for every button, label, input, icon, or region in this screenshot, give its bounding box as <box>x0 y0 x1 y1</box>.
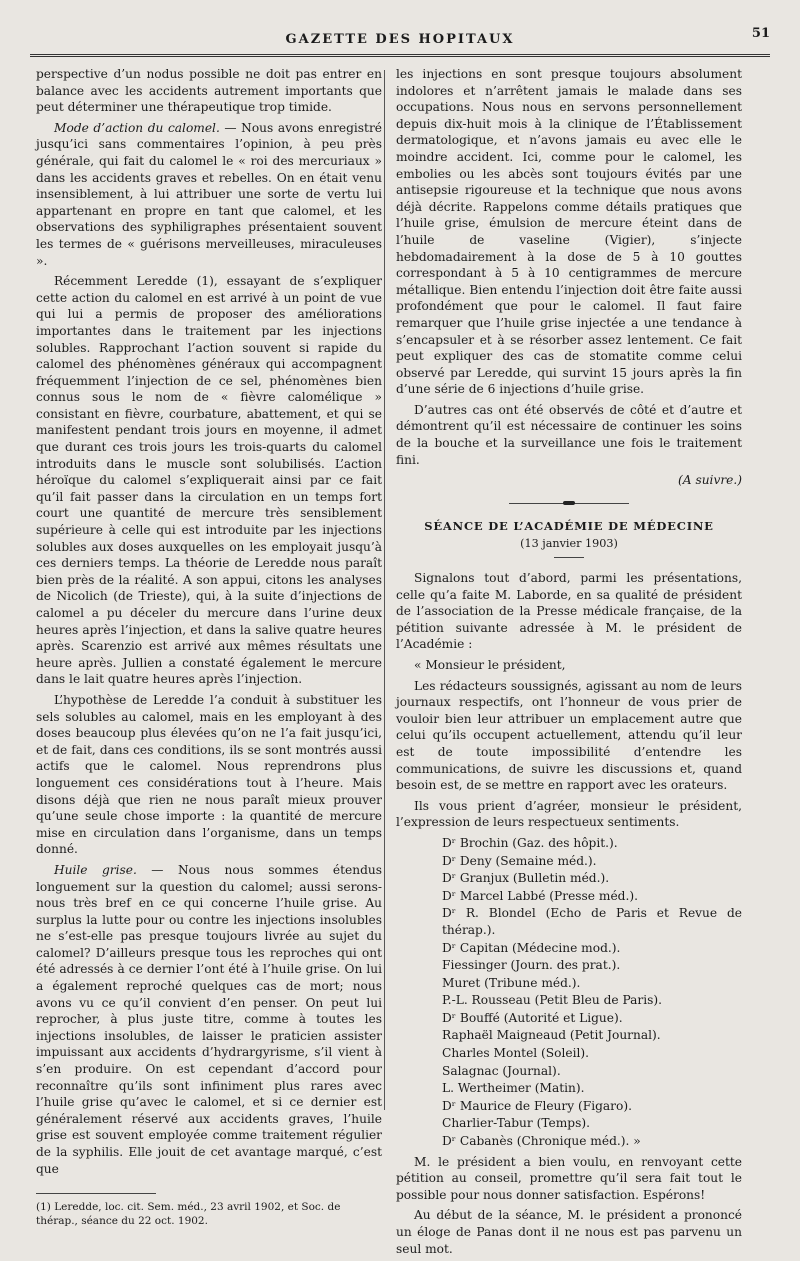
list-item: Charles Montel (Soleil). <box>442 1046 590 1061</box>
right-paragraph-5: Les rédacteurs soussignés, agissant au nom de leurs journaux respectifs, ont l’honneur de vous prier de vouloir bien leur attribuer un emplacement autre que celui qu’ils occupent actuellement, attendu qu’il leur est de toute impossibilité d’entendre les communications, de suivre les discussions et, quand besoin est, de se mettre en rapport avec les orateurs. <box>396 678 742 793</box>
left-paragraph-2-text: — Nous avons enregistré jusqu’ici sans commentaires l’opinion, à peu près générale, qui fait du calomel le « roi des mercuriaux » dans les accidents graves et rebelles. On en était venu insensiblement, à lui attribuer une sorte de vertu lui appartenant en propre en tant que calomel, et les observations des syphiligraphes présentaient souvent les termes de « guérisons merveilleuses, miraculeuses ». <box>36 120 382 268</box>
right-paragraph-6: Ils vous prient d’agréer, monsieur le président, l’expression de leurs respectueux sentiments. <box>396 798 742 830</box>
right-paragraph-1: les injections en sont presque toujours absolument indolores et n’arrêtent jamais le malade dans ses occupations. Nous nous en servons personnellement depuis dix-huit mois à la clinique de l’Établissement dermatologique, et n’avons jamais eu avec elle le moindre accident. Ici, comme pour le calomel, les embolies ou les abcès sont toujours évités par une antisepsie rigoureuse et la technique que nous avons déjà décrite. Rappelons comme détails pratiques que l’huile grise, émulsion de mercure éteint dans de l’huile de vaseline (Vigier), s’injecte hebdomadairement à la dose de 5 à 10 gouttes correspondant à 5 à 10 centigrammes de mercure métallique. Bien entendu l’injection doit être faite aussi profondément que pour le calomel. Il faut faire remarquer que l’huile grise injectée a une tendance à s’encapsuler et à se résorber assez lentement. Ce fait peut expliquer des cas de stomatite comme celui observé par Leredde, qui survint 15 jours après la fin d’une série de 6 injections d’huile grise. <box>396 67 742 397</box>
right-paragraph-3: Signalons tout d’abord, parmi les présentations, celle qu’a faite M. Laborde, en sa qualité de président de l’association de la Presse médicale française, de la pétition suivante adressée à M. le président de l’Académie : <box>396 571 742 652</box>
left-paragraph-4: L’hypothèse de Leredde l’a conduit à substituer les sels solubles au calomel, mais en les employant à des doses beaucoup plus élevées qu’on ne l’a fait jusqu’ici, et de fait, dans ces conditions, ils se sont montrés aussi actifs que le calomel. Nous reprendrons plus longuement ces considérations tout à l’heure. Mais disons déjà que rien ne nous paraît mieux prouver qu’une seule chose importe : la quantité de mercure mise en circulation dans l’organisme, dans un temps donné. <box>36 692 382 857</box>
list-item: Fiessinger (Journ. des prat.). <box>442 958 621 973</box>
list-item: Dʳ Brochin (Gaz. des hôpit.). <box>442 835 618 850</box>
right-paragraph-2: D’autres cas ont été observés de côté et d’autre et démontrent qu’il est nécessaire de continuer les soins de la bouche et la surveillance une fois le traitement fini. <box>396 402 742 467</box>
right-paragraph-4: « Monsieur le président, <box>414 658 566 672</box>
list-item: P.-L. Rousseau (Petit Bleu de Paris). <box>442 993 663 1008</box>
right-paragraph-7: M. le président a bien voulu, en renvoyant cette pétition au conseil, promettre qu’il sera fait tout le possible pour nous donner satisfaction. Espérons! <box>396 1154 742 1202</box>
list-item: Dʳ R. Blondel (Echo de Paris et Revue de thérap.). <box>442 906 742 937</box>
section-divider <box>509 503 629 504</box>
footnote-rule <box>36 1193 156 1194</box>
page-number: 51 <box>751 26 770 41</box>
list-item: Raphaël Maigneaud (Petit Journal). <box>442 1028 661 1043</box>
list-item: Dʳ Capitan (Médecine mod.). <box>442 940 621 955</box>
left-paragraph-2 <box>36 120 382 269</box>
list-item: Dʳ Cabanès (Chronique méd.). » <box>442 1134 641 1149</box>
footnote: (1) Leredde, loc. cit. Sem. méd., 23 avril 1902, et Soc. de thérap., séance du 22 oct. 1902. <box>36 1201 341 1228</box>
section-date: (13 janvier 1903) <box>520 537 618 551</box>
list-item: Dʳ Bouffé (Autorité et Ligue). <box>442 1010 623 1025</box>
left-column <box>36 66 382 1228</box>
journal-title: GAZETTE DES HOPITAUX <box>285 32 515 47</box>
list-item: Dʳ Marcel Labbé (Presse méd.). <box>442 888 638 903</box>
signatories-list <box>396 835 742 1150</box>
right-paragraph-8: Au début de la séance, M. le président a prononcé un éloge de Panas dont il ne nous est pas parvenu un seul mot. <box>396 1208 742 1256</box>
list-item: Charlier-Tabur (Temps). <box>442 1116 590 1131</box>
left-paragraph-5 <box>36 862 382 1177</box>
subheading-calomel: Mode d’action du calomel. <box>54 120 220 135</box>
section-title: SÉANCE DE L’ACADÉMIE DE MÉDECINE <box>424 518 714 533</box>
to-be-continued: (A suivre.) <box>678 473 742 488</box>
list-item: Dʳ Deny (Semaine méd.). <box>442 853 597 868</box>
short-rule <box>554 557 584 558</box>
left-paragraph-1: perspective d’un nodus possible ne doit pas entrer en balance avec les accidents autrement importants que peut déterminer une thérapeutique trop timide. <box>36 67 382 115</box>
subheading-huile-grise: Huile grise. <box>54 862 137 877</box>
right-column <box>396 66 742 1261</box>
left-paragraph-3: Récemment Leredde (1), essayant de s’expliquer cette action du calomel en est arrivé à un point de vue qui lui a permis de proposer des améliorations importantes dans le traitement par les injections solubles. Rapprochant l’action souvent si rapide du calomel des phénomènes généraux qui accompagnent fréquemment l’injection de ce sel, phénomènes bien connus sous le nom de « fièvre calomélique » consistant en fièvre, courbature, abattement, et qui se manifestent pendant trois jours en moyenne, il admet que durant ces trois jours les trois-quarts du calomel introduits dans le muscle sont solubilisés. L’action héroïque du calomel s’expliquerait ainsi par ce fait qu’il fait passer dans la circulation en un temps fort court une quantité de mercure très sensiblement supérieure à celle qui est introduite par les injections solubles aux doses auxquelles on les employait jusqu’à ces derniers temps. La théorie de Leredde nous paraît bien près de la réalité. A son appui, citons les analyses de Nicolich (de Trieste), qui, à la suite d’injections de calomel a pu déceler du mercure dans l’urine deux heures après l’injection, et dans la salive quatre heures après. Scarenzio est arrivé aux mêmes résultats une heure après. Jullien a constaté également le mercure dans le lait quatre heures après l’injection. <box>36 274 382 687</box>
list-item: Dʳ Maurice de Fleury (Figaro). <box>442 1098 632 1113</box>
list-item: L. Wertheimer (Matin). <box>442 1081 585 1096</box>
list-item: Dʳ Granjux (Bulletin méd.). <box>442 871 610 886</box>
column-divider <box>384 70 385 1110</box>
left-paragraph-5-text: — Nous nous sommes étendus longuement sur la question du calomel; aussi serons-nous très bref en ce qui concerne l’huile grise. Au surplus la lutte pour ou contre les injections insolubles ne s’est-elle pas presque toujours livrée au sujet du calomel? D’ailleurs presque tous les reproches qui ont été adressés à ce dernier l’ont été à l’huile grise. On lui a également reproché quelques cas de mort; nous avons vu ce qu’il convient d’en penser. On peut lui reprocher, à plus juste titre, comme à toutes les injections insolubles, de laisser le praticien assister impuissant aux accidents d’hydrargyrisme, s’il vient à s’en produire. On est cependant d’accord pour reconnaître qu’ils sont infiniment plus rares avec l’huile grise qu’avec le calomel, et si ce dernier est généralement réservé aux accidents graves, l’huile grise est souvent employée comme traitement régulier de la syphilis. Elle jouit de cet avantage marqué, c’est que <box>36 862 382 1176</box>
list-item: Salagnac (Journal). <box>442 1063 561 1078</box>
list-item: Muret (Tribune méd.). <box>442 975 581 990</box>
page-header <box>30 26 770 57</box>
